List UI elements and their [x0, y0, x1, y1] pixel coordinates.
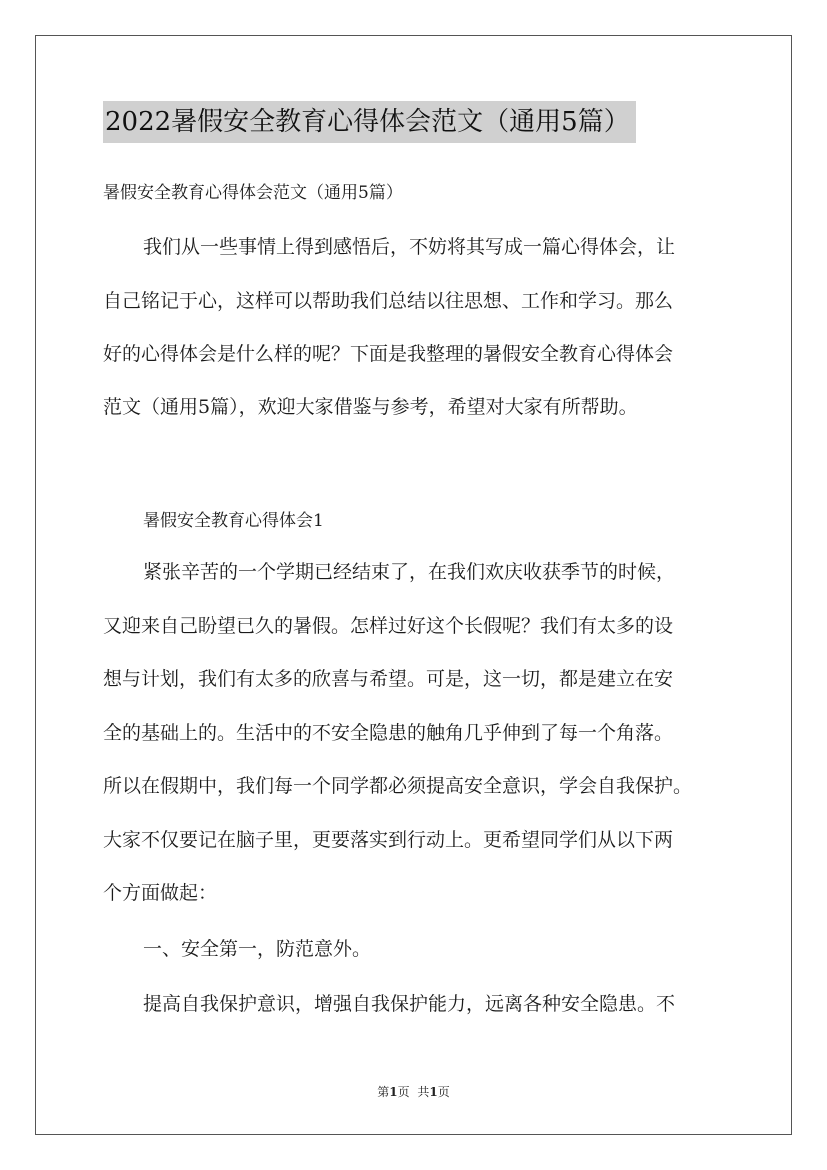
- page-prefix: 第: [377, 1085, 390, 1099]
- intro-line: 好的心得体会是什么样的呢？下面是我整理的暑假安全教育心得体会: [103, 343, 674, 365]
- document-title: 2022暑假安全教育心得体会范文（通用5篇）: [103, 101, 636, 143]
- body-line: 紧张辛苦的一个学期已经结束了，在我们欢庆收获季节的时候，: [143, 561, 676, 583]
- body-line: 提高自我保护意识，增强自我保护能力，远离各种安全隐患。不: [143, 993, 676, 1015]
- intro-line: 我们从一些事情上得到感悟后，不妨将其写成一篇心得体会，让: [143, 236, 676, 258]
- body-line: 个方面做起：: [103, 882, 218, 904]
- body-line: 想与计划，我们有太多的欣喜与希望。可是，这一切，都是建立在安: [103, 668, 674, 690]
- body-line: 又迎来自己盼望已久的暑假。怎样过好这个长假呢？我们有太多的设: [103, 615, 674, 637]
- body-line: 大家不仅要记在脑子里，更要落实到行动上。更希望同学们从以下两: [103, 829, 674, 851]
- intro-line: 范文（通用5篇），欢迎大家借鉴与参考，希望对大家有所帮助。: [103, 396, 638, 418]
- total-prefix: 共: [417, 1085, 430, 1099]
- page-number: 1: [389, 1085, 398, 1099]
- intro-line: 自己铭记于心，这样可以帮助我们总结以往思想、工作和学习。那么: [103, 290, 674, 312]
- total-pages: 1: [429, 1085, 438, 1099]
- body-line: 全的基础上的。生活中的不安全隐患的触角几乎伸到了每一个角落。: [103, 722, 674, 744]
- document-subtitle: 暑假安全教育心得体会范文（通用5篇）: [103, 183, 403, 203]
- point-heading: 一、安全第一，防范意外。: [143, 938, 372, 960]
- section-heading: 暑假安全教育心得体会1: [143, 511, 324, 531]
- page-footer: [0, 1083, 827, 1101]
- page-suffix: 页: [397, 1085, 410, 1099]
- total-suffix: 页: [437, 1085, 450, 1099]
- body-line: 所以在假期中，我们每一个同学都必须提高安全意识，学会自我保护。: [103, 775, 693, 797]
